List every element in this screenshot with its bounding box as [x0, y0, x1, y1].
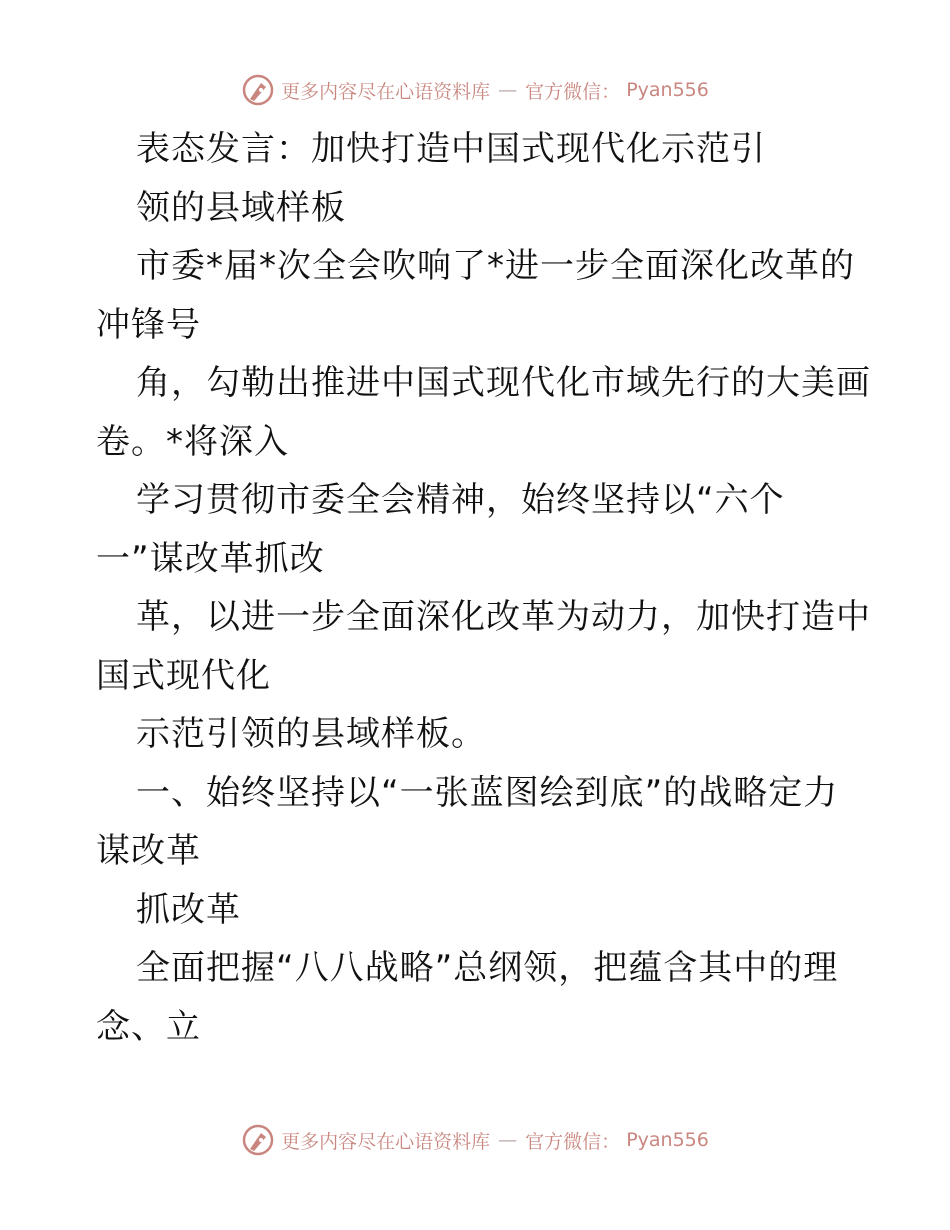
paragraph-line: 学习贯彻市委全会精神，始终坚持以“六个 — [136, 480, 785, 520]
paragraph-line: 革，以进一步全面深化改革为动力，加快打造中 — [136, 597, 871, 637]
section-heading-line: 谋改革 — [96, 831, 201, 871]
document-body — [96, 120, 871, 1056]
watermark-text: 更多内容尽在心语资料库 — [281, 80, 491, 103]
paragraph-line: 全面把握“八八战略”总纲领，把蕴含其中的理 — [136, 948, 839, 988]
section-heading-line: 一、始终坚持以“一张蓝图绘到底”的战略定力 — [136, 772, 839, 813]
watermark-text: 更多内容尽在心语资料库 — [281, 1130, 491, 1153]
document-title-line-2: 领的县域样板 — [136, 187, 346, 228]
paragraph-line: 市委*届*次全会吹响了*进一步全面深化改革的 — [136, 246, 855, 286]
paragraph-line: 角，勾勒出推进中国式现代化市域先行的大美画 — [136, 363, 871, 403]
paragraph-line: 示范引领的县域样板。 — [136, 714, 486, 754]
footer-watermark — [0, 1120, 950, 1160]
paragraph-line: 卷。*将深入 — [96, 421, 289, 462]
watermark-separator: — — [498, 79, 518, 101]
paragraph-line: 国式现代化 — [96, 655, 271, 696]
watermark-account: Pyan556 — [626, 1129, 709, 1151]
pen-nib-logo-icon — [241, 1123, 275, 1157]
watermark-separator: — — [498, 1129, 518, 1151]
pen-nib-logo-icon — [241, 73, 275, 107]
paragraph-line: 念、立 — [96, 1006, 201, 1047]
watermark-account: Pyan556 — [626, 79, 709, 101]
document-title-line-1: 表态发言：加快打造中国式现代化示范引 — [136, 129, 766, 169]
paragraph-line: 冲锋号 — [96, 304, 201, 345]
paragraph-line: 一”谋改革抓改 — [96, 538, 325, 579]
section-heading-line: 抓改革 — [136, 889, 241, 930]
watermark-wechat-label: 官方微信： — [525, 1130, 621, 1153]
header-watermark — [0, 70, 950, 110]
watermark-wechat-label: 官方微信： — [525, 80, 621, 103]
